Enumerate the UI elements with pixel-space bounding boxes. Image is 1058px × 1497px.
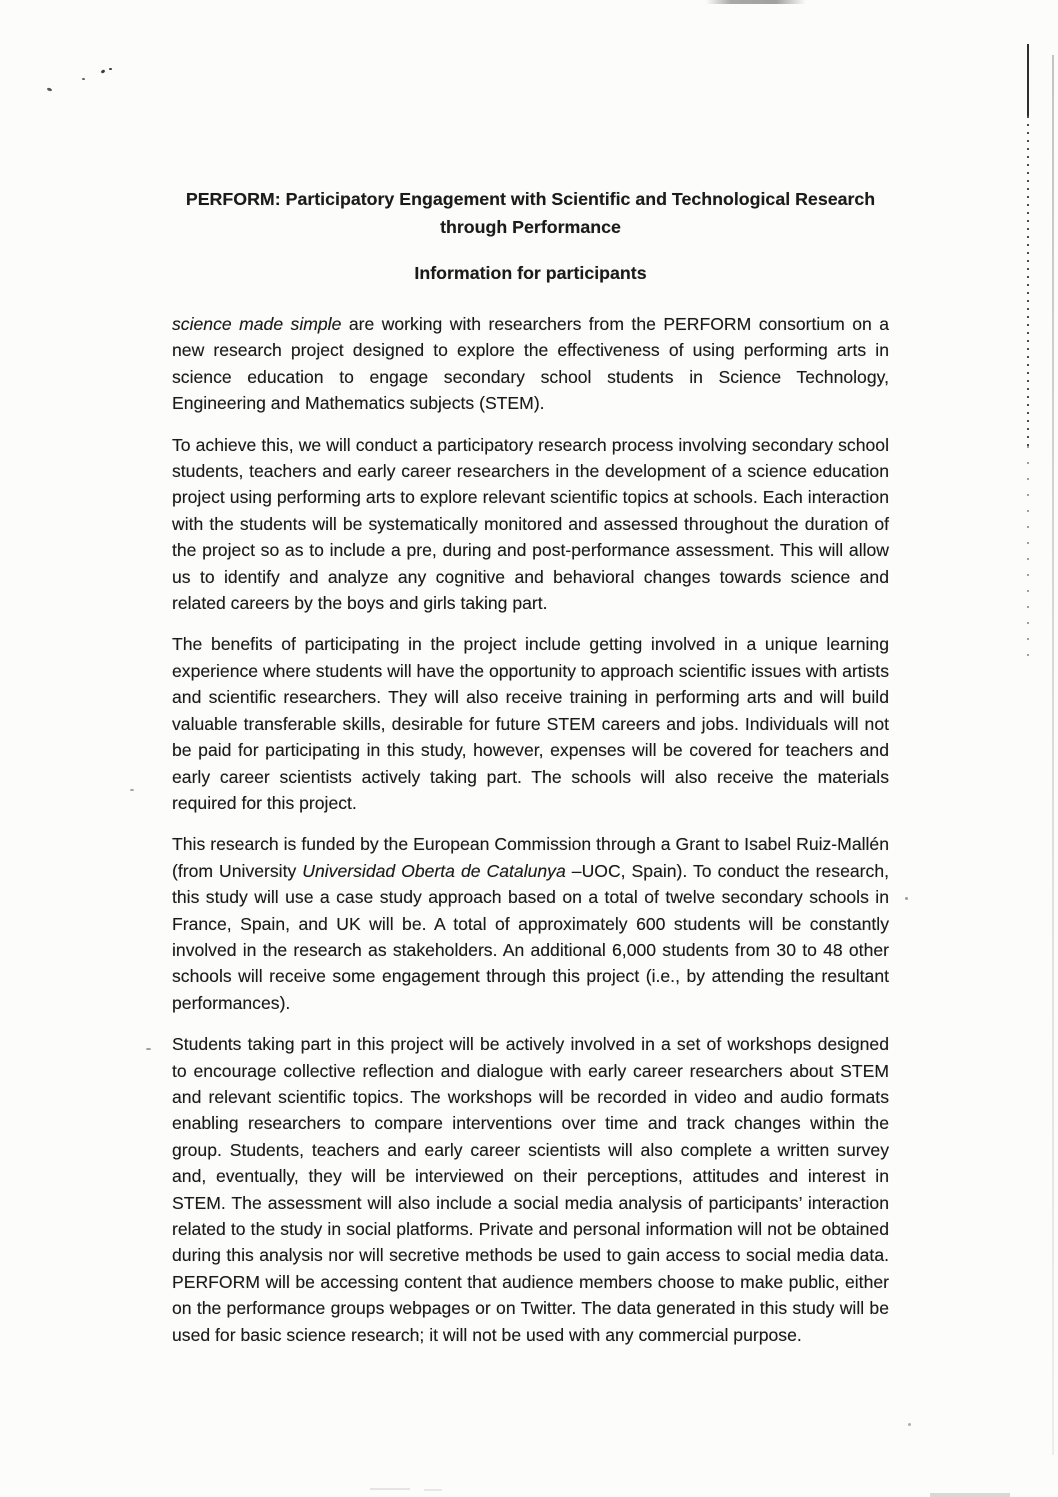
scan-binding-line-solid <box>1027 44 1029 116</box>
scan-smudge <box>370 1488 410 1490</box>
paragraph-benefits <box>172 631 889 816</box>
scan-smudge <box>424 1489 442 1491</box>
document-title-line-1: PERFORM: Participatory Engagement with Scientific and Technological Research <box>185 189 876 209</box>
scan-speck <box>109 68 112 70</box>
scan-speck <box>908 1423 911 1426</box>
text-run: This research is funded by the European Commission through a Grant to Isabel Ruiz-Mallén (from University <box>172 834 889 881</box>
scan-binding-line-dashed <box>1027 116 1029 446</box>
text-run: The benefits of participating in the project include getting involved in a unique learning experience where students will have the opportunity to approach scientific issues with artists and scientific researchers. They will also receive training in performing arts and will build valuable transferable skills, desirable for future STEM careers and jobs. Individuals will not be paid for participating in this study, however, expenses will be covered for teachers and early career scientists actively taking part. The schools will also receive the materials required for this project. <box>172 634 889 813</box>
paragraph-intro <box>172 311 889 417</box>
text-run: –UOC, Spain). To conduct the research, this study will use a case study approach based on a total of twelve secondary schools in France, Spain, and UK will be. A total of approximately 600 students will be constantly involved in the research as stakeholders. An additional 6,000 students from 30 to 48 other schools will receive some engagement through this project (i.e., by attending the resultant performances). <box>172 860 889 1013</box>
scan-speck <box>101 69 106 74</box>
scan-binding-line-dashed-faint <box>1027 446 1029 666</box>
scan-speck <box>82 78 85 80</box>
text-run: Students taking part in this project will be actively involved in a set of workshops designed to encourage collective reflection and dialogue with early career researchers about STEM and relevant scientific topics. The workshops will be recorded in video and audio formats enabling researchers to compare interventions over time and track changes within the group. Students, teachers and early career scientists will also complete a written survey and, eventually, they will be interviewed on their perceptions, attitudes and interest in STEM. The assessment will also include a social media analysis of participants’ interaction related to the study in social platforms. Private and personal information will not be obtained during this analysis nor will secretive methods be used to gain access to social media data. PERFORM will be accessing content that audience members choose to make public, either on the performance groups webpages or on Twitter. The data generated in this study will be used for basic science research; it will not be used with any commercial purpose. <box>172 1034 889 1345</box>
document-title <box>172 186 889 241</box>
text-run: To achieve this, we will conduct a participatory research process involving secondary school students, teachers and early career researchers in the development of a science education project using performing arts to explore relevant scientific topics at schools. Each interaction with the students will be systematically monitored and assessed throughout the duration of the project so as to include a pre, during and post-performance assessment. This will allow us to identify and analyze any cognitive and behavioral changes towards science and related careers by the boys and girls taking part. <box>172 434 889 614</box>
page-edge-shadow <box>1052 55 1054 1455</box>
scan-speck <box>905 897 908 900</box>
scan-streak-top <box>706 0 806 4</box>
paragraph-workshops <box>172 1031 889 1348</box>
scan-speck <box>130 789 134 791</box>
scan-speck <box>146 1048 151 1050</box>
document-body <box>172 186 889 1348</box>
italic-text-run: science made simple <box>172 314 342 334</box>
scan-smudge <box>930 1493 1010 1497</box>
document-subtitle: Information for participants <box>414 263 647 283</box>
scan-speck <box>47 87 53 92</box>
document-title-line-2: through Performance <box>440 216 621 237</box>
text-run: are working with researchers from the PERFORM consortium on a new research project designed to explore the effectiveness of using performing arts in science education to engage secondary school students in Science Technology, Engineering and Mathematics subjects (STEM). <box>172 314 889 414</box>
italic-text-run: Universidad Oberta de Catalunya <box>302 860 566 881</box>
paragraph-method <box>172 432 889 617</box>
paragraph-funding <box>172 831 889 1016</box>
